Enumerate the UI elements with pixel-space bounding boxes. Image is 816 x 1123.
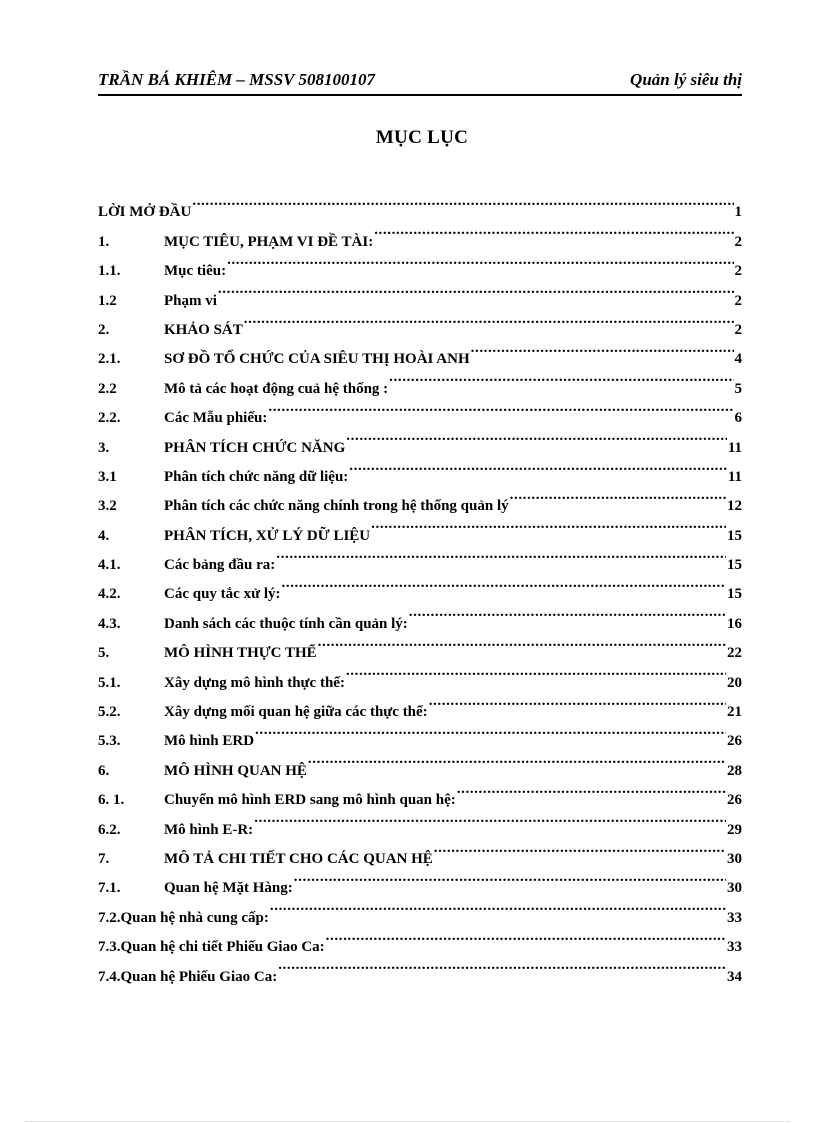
toc-entry-page: 28 bbox=[727, 762, 742, 779]
toc-entry-title: Mục tiêu: bbox=[164, 263, 227, 280]
toc-dot-leader bbox=[270, 892, 726, 921]
toc-entry-title: SƠ ĐỒ TỔ CHỨC CỦA SIÊU THỊ HOÀI ANH bbox=[164, 351, 470, 368]
toc-entry-title: MÔ HÌNH QUAN HỆ bbox=[164, 762, 307, 779]
toc-entry-page: 2 bbox=[734, 292, 742, 309]
toc-entry-title: Mô hình ERD bbox=[164, 733, 255, 750]
toc-entry-title: Xây dựng mối quan hệ giữa các thực thể: bbox=[164, 704, 428, 721]
toc-entry-page: 30 bbox=[727, 880, 742, 897]
toc-entry-number: 4. bbox=[98, 527, 110, 544]
toc-entry-page: 5 bbox=[734, 380, 742, 397]
toc-entry-page: 12 bbox=[727, 498, 742, 515]
toc-entry-title: PHÂN TÍCH, XỬ LÝ DỮ LIỆU bbox=[164, 527, 371, 544]
toc-entry-title: Phân tích các chức năng chính trong hệ thống quản lý bbox=[164, 498, 509, 515]
toc-entry-title: 7.2.Quan hệ nhà cung cấp: bbox=[98, 909, 269, 926]
toc-entry-number: 5.3. bbox=[98, 733, 121, 750]
page-header bbox=[98, 68, 742, 96]
toc-dot-leader bbox=[244, 305, 734, 334]
toc-entry-title: Phân tích chức năng dữ liệu: bbox=[164, 468, 349, 485]
toc-title: MỤC LỤC bbox=[375, 127, 469, 148]
toc-dot-leader bbox=[371, 510, 726, 539]
toc-dot-leader bbox=[471, 334, 734, 363]
toc-entry-number: 4.3. bbox=[98, 615, 121, 632]
toc-entry-title: MÔ HÌNH THỰC THỂ bbox=[164, 645, 317, 662]
toc-entry-page: 11 bbox=[727, 468, 742, 485]
toc-entry-number: 5.2. bbox=[98, 704, 121, 721]
toc-entry-number: 5. bbox=[98, 645, 110, 662]
toc-dot-leader bbox=[346, 422, 727, 451]
toc-entry-page: 15 bbox=[727, 586, 742, 603]
toc-entry-page: 34 bbox=[727, 968, 742, 985]
toc-entry-number: 7.1. bbox=[98, 880, 121, 897]
toc-entry-number: 2.2 bbox=[98, 380, 117, 397]
toc-entry-title: Mô hình E-R: bbox=[164, 821, 254, 838]
toc-entry-number: 1.1. bbox=[98, 263, 121, 280]
toc-entry-title: PHÂN TÍCH CHỨC NĂNG bbox=[164, 439, 346, 456]
toc-entry-page: 15 bbox=[727, 527, 742, 544]
toc-entry-number: 2.1. bbox=[98, 351, 121, 368]
toc-entry-title: 7.4.Quan hệ Phiếu Giao Ca: bbox=[98, 968, 278, 985]
toc-entry-number: 1. bbox=[98, 233, 110, 250]
toc-dot-leader bbox=[254, 804, 726, 833]
toc-entry-page: 33 bbox=[727, 909, 742, 926]
toc-entry-title: Chuyển mô hình ERD sang mô hình quan hệ: bbox=[164, 792, 456, 809]
toc-entry-page: 2 bbox=[734, 321, 742, 338]
header-author: TRẦN BÁ KHIÊM – MSSV 508100107 bbox=[98, 70, 375, 89]
toc-entry-number: 7. bbox=[98, 850, 110, 867]
toc-entry-page: 30 bbox=[727, 850, 742, 867]
toc-entry-title: MỤC TIÊU, PHẠM VI ĐỀ TÀI: bbox=[164, 233, 374, 250]
toc-entry-title: Các quy tắc xử lý: bbox=[164, 586, 281, 603]
page-bottom-divider bbox=[26, 1121, 790, 1122]
toc-entry-page: 21 bbox=[727, 704, 742, 721]
toc-entry-number: 5.1. bbox=[98, 674, 121, 691]
toc-dot-leader bbox=[278, 951, 726, 980]
toc-dot-leader bbox=[276, 540, 726, 569]
toc-entry-title: Xây dựng mô hình thực thể: bbox=[164, 674, 345, 691]
toc-dot-leader bbox=[227, 246, 733, 275]
toc-dot-leader bbox=[294, 863, 726, 892]
toc-dot-leader bbox=[346, 657, 726, 686]
toc-entry-number: 6. bbox=[98, 762, 110, 779]
toc-entry-title: Các bảng đầu ra: bbox=[164, 557, 276, 574]
toc-dot-leader bbox=[374, 216, 733, 245]
toc-entry-page: 11 bbox=[727, 439, 742, 456]
toc-dot-leader bbox=[192, 187, 733, 216]
toc-entry-page: 29 bbox=[727, 821, 742, 838]
toc-dot-leader bbox=[282, 569, 727, 598]
toc-dot-leader bbox=[255, 716, 726, 745]
toc-entry-number: 2.2. bbox=[98, 410, 121, 427]
toc-entry-page: 15 bbox=[727, 557, 742, 574]
toc-entry[interactable] bbox=[98, 187, 742, 221]
toc-entry-number: 1.2 bbox=[98, 292, 117, 309]
toc-entry[interactable] bbox=[98, 216, 742, 250]
toc-dot-leader bbox=[457, 775, 726, 804]
toc-entry-title: Danh sách các thuộc tính cần quản lý: bbox=[164, 615, 408, 632]
toc-entry-number: 3.1 bbox=[98, 468, 117, 485]
toc-entry-page: 1 bbox=[734, 204, 742, 221]
toc-entry-title: Mô tả các hoạt động cuả hệ thống : bbox=[164, 380, 389, 397]
toc-entry-number: 4.2. bbox=[98, 586, 121, 603]
table-of-contents bbox=[98, 187, 742, 985]
toc-entry-number: 2. bbox=[98, 321, 110, 338]
toc-entry-number: 4.1. bbox=[98, 557, 121, 574]
toc-dot-leader bbox=[308, 745, 726, 774]
toc-dot-leader bbox=[429, 687, 726, 716]
toc-entry-title: Phạm vi bbox=[164, 292, 217, 309]
toc-entry-number: 6. 1. bbox=[98, 792, 125, 809]
toc-dot-leader bbox=[389, 363, 733, 392]
toc-entry-page: 2 bbox=[734, 263, 742, 280]
toc-entry-title: 7.3.Quan hệ chi tiết Phiếu Giao Ca: bbox=[98, 939, 325, 956]
toc-entry-title: Các Mẫu phiếu: bbox=[164, 410, 268, 427]
toc-entry-page: 33 bbox=[727, 939, 742, 956]
header-subject: Quản lý siêu thị bbox=[630, 70, 742, 89]
toc-entry-title: KHẢO SÁT bbox=[164, 321, 243, 338]
toc-entry-title: MÔ TẢ CHI TIẾT CHO CÁC QUAN HỆ bbox=[164, 850, 433, 867]
toc-entry-page: 22 bbox=[727, 645, 742, 662]
toc-entry-page: 2 bbox=[734, 233, 742, 250]
toc-entry-number: 6.2. bbox=[98, 821, 121, 838]
toc-dot-leader bbox=[349, 452, 727, 481]
toc-dot-leader bbox=[409, 598, 726, 627]
toc-entry-page: 4 bbox=[734, 351, 742, 368]
toc-entry-page: 16 bbox=[727, 615, 742, 632]
toc-dot-leader bbox=[268, 393, 733, 422]
toc-dot-leader bbox=[218, 275, 734, 304]
toc-entry-title: LỜI MỞ ĐẦU bbox=[98, 204, 192, 221]
toc-entry-number: 3. bbox=[98, 439, 110, 456]
toc-entry-page: 6 bbox=[734, 410, 742, 427]
toc-entry-number: 3.2 bbox=[98, 498, 117, 515]
toc-entry-page: 26 bbox=[727, 792, 742, 809]
toc-dot-leader bbox=[326, 922, 726, 951]
toc-dot-leader bbox=[434, 834, 726, 863]
toc-dot-leader bbox=[510, 481, 726, 510]
toc-entry-page: 26 bbox=[727, 733, 742, 750]
toc-dot-leader bbox=[318, 628, 726, 657]
toc-entry-page: 20 bbox=[727, 674, 742, 691]
toc-entry-title: Quan hệ Mặt Hàng: bbox=[164, 880, 293, 897]
